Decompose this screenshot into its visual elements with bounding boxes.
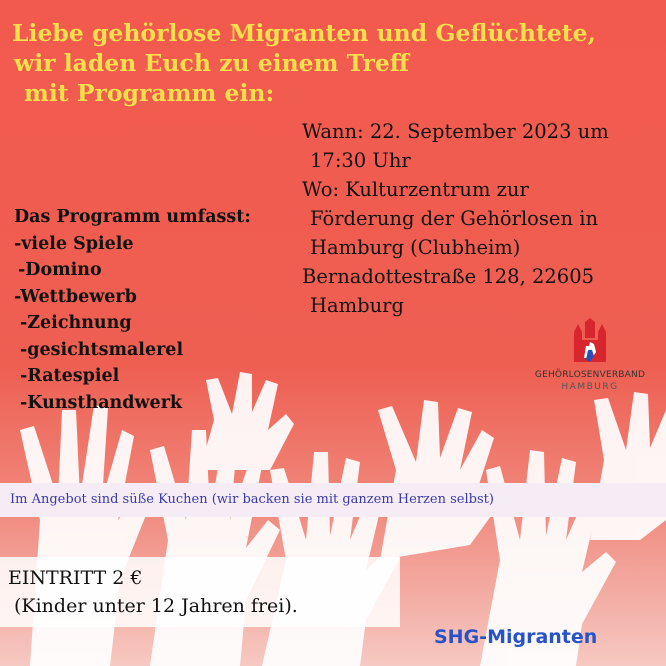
where-line-1: Wo: Kulturzentrum zur bbox=[302, 178, 529, 201]
program-item: -viele Spiele bbox=[14, 233, 134, 254]
headline-line-2: wir laden Euch zu einem Treff bbox=[14, 49, 410, 77]
organization-logo bbox=[530, 318, 650, 404]
program-item: -Kunsthandwerk bbox=[20, 392, 183, 413]
address-line-1: Bernadottestraße 128, 22605 bbox=[302, 265, 595, 288]
where-line-2: Förderung der Gehörlosen in bbox=[310, 207, 599, 230]
headline-line-1: Liebe gehörlose Migranten und Geflüchtete, bbox=[12, 19, 596, 47]
program-heading: Das Programm umfasst: bbox=[14, 207, 251, 227]
offer-banner: Im Angebot sind süße Kuchen (wir backen sie mit ganzem Herzen selbst) bbox=[0, 483, 666, 517]
program-item: -Ratespiel bbox=[20, 366, 120, 386]
where-line-3: Hamburg (Clubheim) bbox=[310, 236, 521, 259]
hamburg-castle-hands-icon bbox=[572, 318, 608, 366]
entry-note: (Kinder unter 12 Jahren frei). bbox=[14, 595, 298, 617]
program-item: -Domino bbox=[18, 260, 102, 280]
when-line-1: Wann: 22. September 2023 um bbox=[302, 120, 609, 143]
program-item: -gesichtsmalerel bbox=[20, 339, 184, 360]
program-item: -Zeichnung bbox=[20, 313, 132, 333]
event-details bbox=[302, 117, 666, 320]
when-line-2: 17:30 Uhr bbox=[310, 149, 411, 172]
logo-name: GEHÖRLOSENVERBAND bbox=[534, 370, 646, 380]
organizer-name: SHG-Migranten bbox=[434, 626, 598, 648]
entry-box bbox=[0, 557, 400, 627]
headline bbox=[12, 18, 662, 108]
headline-line-3: mit Programm ein: bbox=[24, 79, 275, 107]
program-item: -Wettbewerb bbox=[14, 286, 137, 307]
entry-price: EINTRITT 2 € bbox=[8, 567, 143, 589]
program-list bbox=[14, 204, 294, 416]
logo-city: HAMBURG bbox=[561, 382, 619, 392]
address-line-2: Hamburg bbox=[310, 294, 404, 317]
